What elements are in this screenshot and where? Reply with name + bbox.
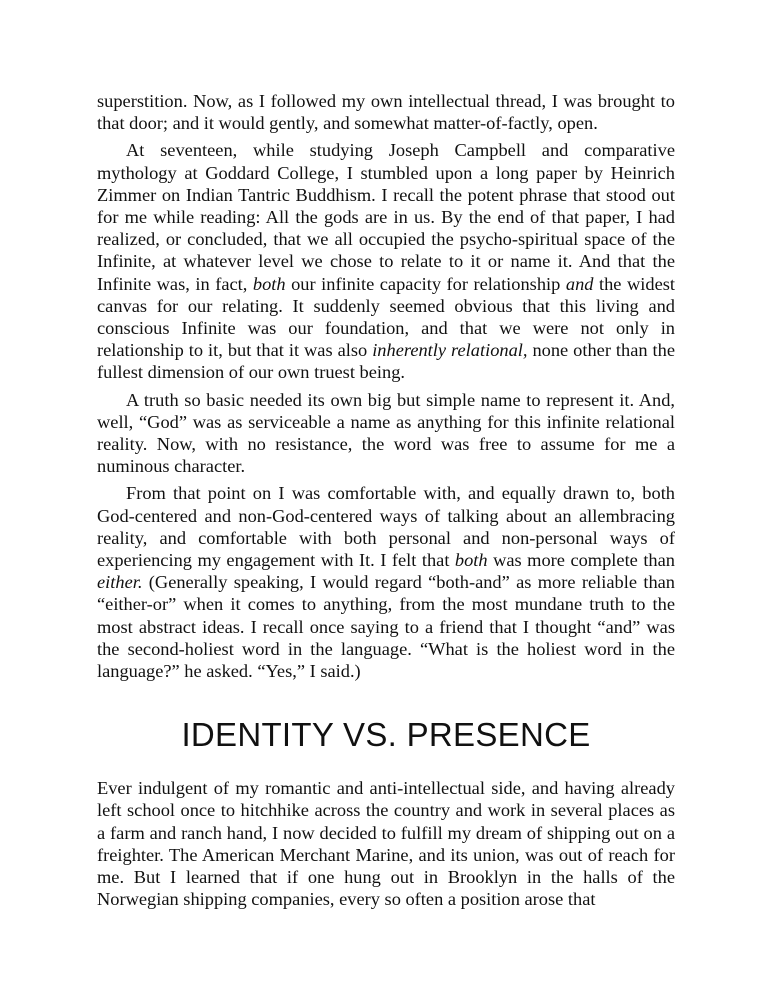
paragraph: [97, 482, 675, 682]
text-run: At seventeen, while studying Joseph Campbell and comparative mythology at Goddard College, I stumbled upon a long paper by Heinrich Zimmer on Indian Tantric Buddhism. I recall the potent phrase that stood out for me while reading: All the gods are in us. By the end of that paper, I had realized, or concluded, that we all occupied the psycho-spiritual space of the Infinite, at whatever level we chose to relate to it or name it. And that the Infinite was, in fact,: [97, 140, 675, 294]
paragraph: [97, 389, 675, 478]
italic-text: both: [454, 550, 488, 571]
book-page: [97, 90, 675, 911]
text-run: was more complete than: [487, 550, 675, 571]
text-section-bottom: [97, 777, 675, 910]
text-run: none other than the fullest dimension of our own truest being.: [97, 340, 676, 383]
italic-text: either.: [97, 572, 143, 593]
text-run: A truth so basic needed its own big but simple name to represent it. And, well, “God” was as serviceable a name as anything for this infinite relational reality. Now, with no resistance, the word was free to assume for me a numinous character.: [97, 389, 675, 477]
italic-text: both: [252, 273, 286, 294]
text-run: superstition. Now, as I followed my own intellectual thread, I was brought to that door; and it would gently, and somewhat matter-of-factly, open.: [97, 91, 675, 134]
paragraph: [97, 777, 675, 910]
text-section-top: [97, 90, 675, 682]
text-run: From that point on I was comfortable with, and equally drawn to, both God-centered and non-God-centered ways of talking about an allembracing reality, and comfortable with both personal and non-personal ways of experiencing my engagement with It. I felt that: [97, 483, 675, 571]
paragraph: [97, 139, 675, 383]
text-run: Ever indulgent of my romantic and anti-intellectual side, and having already left school once to hitchhike across the country and work in several places as a farm and ranch hand, I now decided to fulfill my dream of shipping out on a freighter. The American Merchant Marine, and its union, was out of reach for me. But I learned that if one hung out in Brooklyn in the halls of the Norwegian shipping companies, every so often a position arose that: [97, 778, 675, 910]
text-run: our infinite capacity for relationship: [285, 273, 566, 294]
paragraph: [97, 90, 675, 134]
text-run: the widest canvas for our relating. It suddenly seemed obvious that this living and conscious Infinite was our foundation, and that we were not only in relationship to it, but that it was also: [97, 273, 675, 361]
italic-text: inherently relational,: [372, 340, 528, 361]
italic-text: and: [565, 273, 594, 294]
section-heading: IDENTITY VS. PRESENCE: [181, 716, 591, 754]
text-run: (Generally speaking, I would regard “both-and” as more reliable than “either-or” when it comes to anything, from the most mundane truth to the most abstract ideas. I recall once saying to a friend that I thought “and” was the second-holiest word in the language. “What is the holiest word in the language?” he asked. “Yes,” I said.): [97, 572, 675, 682]
